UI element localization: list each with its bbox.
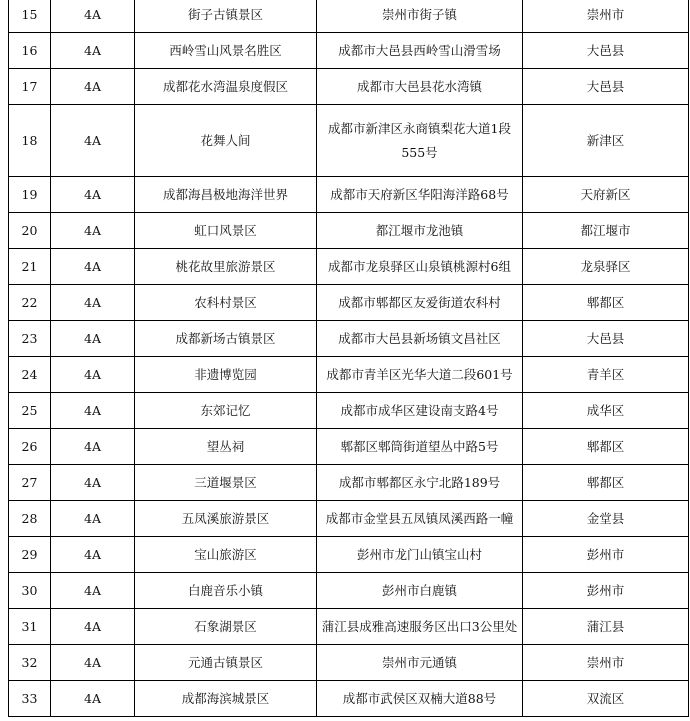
row-area: 彭州市 <box>523 573 689 609</box>
row-address: 郫都区郫筒街道望丛中路5号 <box>317 429 523 465</box>
row-area: 大邑县 <box>523 69 689 105</box>
table-row <box>9 249 689 285</box>
row-address: 成都市新津区永商镇梨花大道1段555号 <box>317 105 523 177</box>
row-spot-name: 桃花故里旅游景区 <box>135 249 317 285</box>
row-address: 成都市龙泉驿区山泉镇桃源村6组 <box>317 249 523 285</box>
row-address: 成都市天府新区华阳海洋路68号 <box>317 177 523 213</box>
row-grade: 4A <box>51 429 135 465</box>
row-area: 大邑县 <box>523 321 689 357</box>
scenic-spot-table <box>8 0 689 717</box>
row-spot-name: 宝山旅游区 <box>135 537 317 573</box>
table-row <box>9 573 689 609</box>
row-number: 16 <box>9 33 51 69</box>
row-grade: 4A <box>51 321 135 357</box>
row-grade: 4A <box>51 393 135 429</box>
row-spot-name: 三道堰景区 <box>135 465 317 501</box>
row-grade: 4A <box>51 285 135 321</box>
row-grade: 4A <box>51 213 135 249</box>
row-spot-name: 农科村景区 <box>135 285 317 321</box>
row-number: 15 <box>9 0 51 33</box>
table-row <box>9 105 689 177</box>
row-address: 成都市青羊区光华大道二段601号 <box>317 357 523 393</box>
table-row <box>9 33 689 69</box>
row-number: 27 <box>9 465 51 501</box>
row-spot-name: 花舞人间 <box>135 105 317 177</box>
row-number: 21 <box>9 249 51 285</box>
row-grade: 4A <box>51 177 135 213</box>
table-row <box>9 465 689 501</box>
row-area: 郫都区 <box>523 285 689 321</box>
table-row <box>9 393 689 429</box>
row-address: 成都市大邑县新场镇文昌社区 <box>317 321 523 357</box>
table-row <box>9 645 689 681</box>
row-number: 28 <box>9 501 51 537</box>
row-address: 成都市郫都区友爱街道农科村 <box>317 285 523 321</box>
row-spot-name: 街子古镇景区 <box>135 0 317 33</box>
row-spot-name: 白鹿音乐小镇 <box>135 573 317 609</box>
table-row <box>9 0 689 33</box>
row-area: 龙泉驿区 <box>523 249 689 285</box>
row-grade: 4A <box>51 249 135 285</box>
row-area: 彭州市 <box>523 537 689 573</box>
row-number: 29 <box>9 537 51 573</box>
row-grade: 4A <box>51 573 135 609</box>
row-spot-name: 成都海滨城景区 <box>135 681 317 717</box>
row-grade: 4A <box>51 681 135 717</box>
row-number: 23 <box>9 321 51 357</box>
row-area: 青羊区 <box>523 357 689 393</box>
row-address: 成都市成华区建设南支路4号 <box>317 393 523 429</box>
row-grade: 4A <box>51 465 135 501</box>
row-number: 26 <box>9 429 51 465</box>
row-area: 新津区 <box>523 105 689 177</box>
row-spot-name: 五凤溪旅游景区 <box>135 501 317 537</box>
table-row <box>9 429 689 465</box>
row-grade: 4A <box>51 105 135 177</box>
row-number: 30 <box>9 573 51 609</box>
row-grade: 4A <box>51 33 135 69</box>
row-spot-name: 成都花水湾温泉度假区 <box>135 69 317 105</box>
row-area: 金堂县 <box>523 501 689 537</box>
row-address: 都江堰市龙池镇 <box>317 213 523 249</box>
row-area: 天府新区 <box>523 177 689 213</box>
row-area: 郫都区 <box>523 465 689 501</box>
row-address: 成都市大邑县花水湾镇 <box>317 69 523 105</box>
row-spot-name: 虹口风景区 <box>135 213 317 249</box>
row-grade: 4A <box>51 0 135 33</box>
row-number: 19 <box>9 177 51 213</box>
table-row <box>9 357 689 393</box>
table-row <box>9 69 689 105</box>
row-grade: 4A <box>51 69 135 105</box>
row-spot-name: 成都海昌极地海洋世界 <box>135 177 317 213</box>
row-spot-name: 东郊记忆 <box>135 393 317 429</box>
row-area: 大邑县 <box>523 33 689 69</box>
table-row <box>9 321 689 357</box>
table-body <box>9 0 689 717</box>
row-number: 24 <box>9 357 51 393</box>
row-area: 崇州市 <box>523 0 689 33</box>
row-number: 18 <box>9 105 51 177</box>
row-number: 33 <box>9 681 51 717</box>
row-area: 都江堰市 <box>523 213 689 249</box>
row-address: 成都市郫都区永宁北路189号 <box>317 465 523 501</box>
row-grade: 4A <box>51 537 135 573</box>
row-address: 成都市武侯区双楠大道88号 <box>317 681 523 717</box>
row-number: 17 <box>9 69 51 105</box>
row-spot-name: 石象湖景区 <box>135 609 317 645</box>
row-address: 崇州市街子镇 <box>317 0 523 33</box>
row-address: 成都市大邑县西岭雪山滑雪场 <box>317 33 523 69</box>
table-row <box>9 285 689 321</box>
row-grade: 4A <box>51 357 135 393</box>
row-number: 32 <box>9 645 51 681</box>
row-grade: 4A <box>51 645 135 681</box>
row-spot-name: 成都新场古镇景区 <box>135 321 317 357</box>
row-address: 崇州市元通镇 <box>317 645 523 681</box>
row-spot-name: 望丛祠 <box>135 429 317 465</box>
row-number: 22 <box>9 285 51 321</box>
row-number: 20 <box>9 213 51 249</box>
row-address: 成都市金堂县五凤镇凤溪西路一幢 <box>317 501 523 537</box>
row-number: 25 <box>9 393 51 429</box>
table-row <box>9 177 689 213</box>
table-row <box>9 501 689 537</box>
row-area: 成华区 <box>523 393 689 429</box>
row-number: 31 <box>9 609 51 645</box>
row-address: 彭州市龙门山镇宝山村 <box>317 537 523 573</box>
row-address: 彭州市白鹿镇 <box>317 573 523 609</box>
row-grade: 4A <box>51 501 135 537</box>
row-area: 蒲江县 <box>523 609 689 645</box>
row-grade: 4A <box>51 609 135 645</box>
table-row <box>9 681 689 717</box>
row-area: 双流区 <box>523 681 689 717</box>
row-area: 崇州市 <box>523 645 689 681</box>
row-spot-name: 元通古镇景区 <box>135 645 317 681</box>
table-row <box>9 537 689 573</box>
row-area: 郫都区 <box>523 429 689 465</box>
row-address: 蒲江县成雅高速服务区出口3公里处 <box>317 609 523 645</box>
row-spot-name: 西岭雪山风景名胜区 <box>135 33 317 69</box>
row-spot-name: 非遗博览园 <box>135 357 317 393</box>
table-row <box>9 609 689 645</box>
table-row <box>9 213 689 249</box>
